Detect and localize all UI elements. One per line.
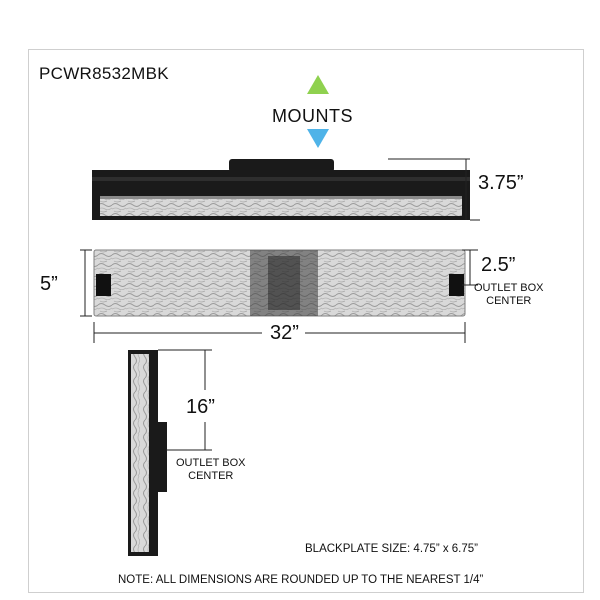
vertical-outlet-label: 16” xyxy=(186,396,215,418)
backplate-size-text: BLACKPLATE SIZE: 4.75” x 6.75” xyxy=(305,543,478,555)
triangle-up-icon xyxy=(307,75,329,94)
fixture-vertical-view xyxy=(128,350,167,556)
width-label: 32” xyxy=(270,322,299,344)
outlet-label-line2: CENTER xyxy=(486,295,532,307)
outlet-offset-label: 2.5” xyxy=(481,254,516,276)
height-side-label: 3.75” xyxy=(478,172,524,194)
vertical-outlet-box-center-label xyxy=(176,457,245,483)
outlet-label-line1: OUTLET BOX xyxy=(474,282,544,294)
fixture-side-view xyxy=(92,159,470,220)
model-number: PCWR8532MBK xyxy=(39,64,169,83)
height-front-label: 5” xyxy=(40,273,58,295)
vertical-outlet-label-line1: OUTLET BOX xyxy=(176,457,246,469)
dimension-note: NOTE: ALL DIMENSIONS ARE ROUNDED UP TO THE NEAREST 1/4” xyxy=(118,574,484,586)
fixture-front-view xyxy=(94,250,465,316)
height-dimension-front xyxy=(80,250,92,316)
outlet-box-center-label xyxy=(474,282,543,308)
vertical-outlet-label-line2: CENTER xyxy=(188,470,234,482)
triangle-down-icon xyxy=(307,129,329,148)
mounts-label: MOUNTS xyxy=(272,106,353,126)
